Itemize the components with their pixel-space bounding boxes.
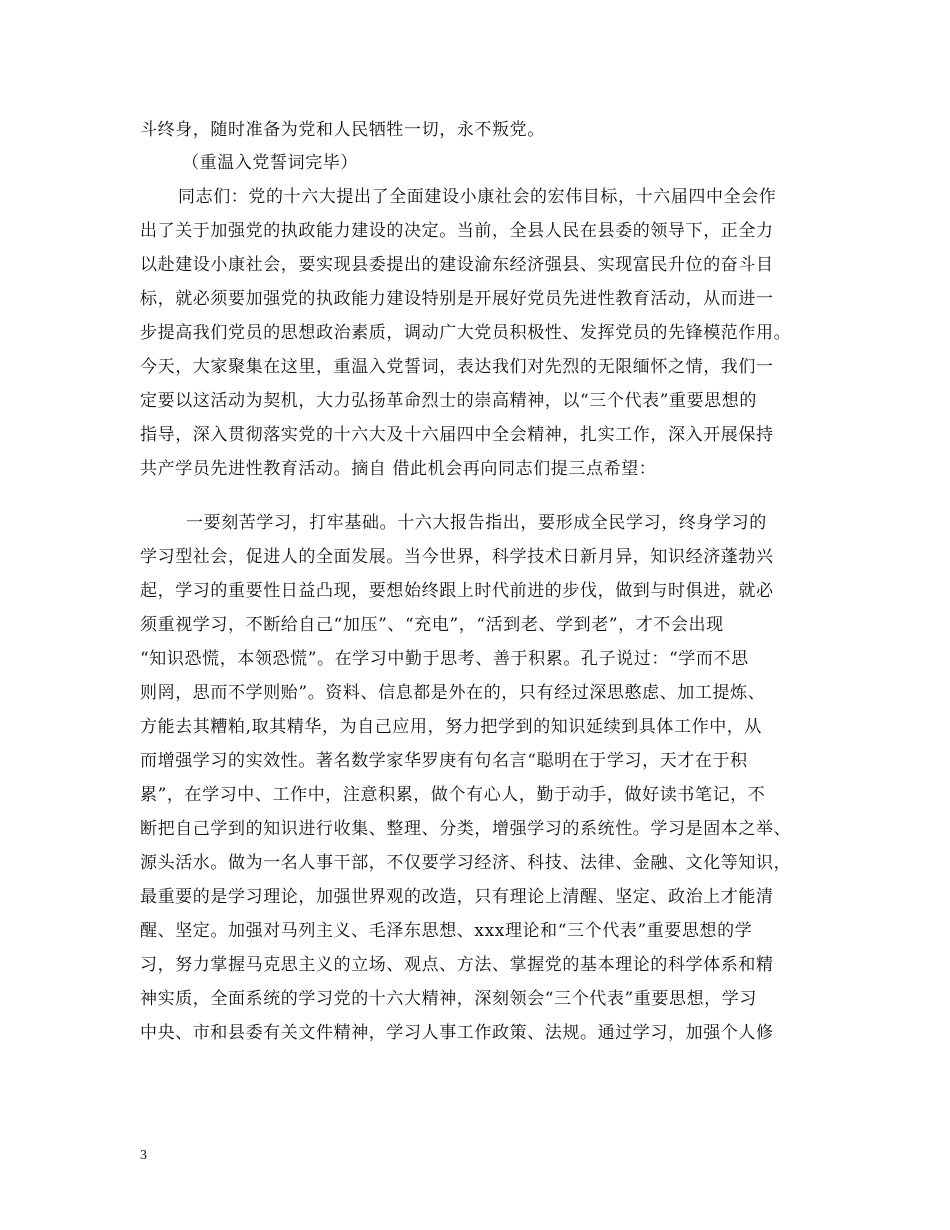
text-line: 方能去其糟粕,取其精华，为自己应用，努力把学到的知识延续到具体工作中，从 — [140, 717, 763, 737]
text-line: 习，努力掌握马克思主义的立场、观点、方法、掌握党的基本理论的科学体系和精 — [140, 955, 774, 975]
text-line: 同志们：党的十六大提出了全面建设小康社会的宏伟目标，十六届四中全会作 — [178, 187, 777, 207]
page-number: 3 — [140, 1148, 147, 1163]
text-line: 最重要的是学习理论，加强世界观的改造，只有理论上清醒、坚定、政治上才能清 — [140, 887, 774, 907]
text-line: 斗终身，随时准备为党和人民牺牲一切，永不叛党。 — [140, 120, 545, 140]
text-line: 出了关于加强党的执政能力建设的决定。当前，全县人民在县委的领导下，正全力 — [140, 221, 774, 241]
text-line: 定要以这活动为契机，大力弘扬革命烈士的崇高精神，以“三个代表”重要思想的 — [140, 391, 757, 411]
text-line: 学习型社会，促进人的全面发展。当今世界，科学技术日新月异，知识经济蓬勃兴 — [140, 547, 774, 567]
text-line: 则罔，思而不学则贻”。资料、信息都是外在的，只有经过深思憨虑、加工提炼、 — [140, 683, 766, 703]
text-line: 源头活水。做为一名人事干部，不仅要学习经济、科技、法律、金融、文化等知识， — [140, 853, 792, 873]
text-line: 断把自己学到的知识进行收集、整理、分类，增强学习的系统性。学习是固本之举、 — [140, 819, 792, 839]
text-line: 标，就必须要加强党的执政能力建设特别是开展好党员先进性教育活动，从而进一 — [140, 289, 774, 309]
text-line: 醒、坚定。加强对马列主义、毛泽东思想、xxx理论和“三个代表”重要思想的学 — [140, 921, 753, 941]
text-line: 以赴建设小康社会，要实现县委提出的建设渝东经济强县、实现富民升位的奋斗目 — [140, 255, 774, 275]
text-line: （重温入党誓词完毕） — [182, 153, 358, 173]
text-line: 累”，在学习中、工作中，注意积累，做个有心人，勤于动手，做好读书笔记，不 — [140, 785, 766, 805]
text-line: 起，学习的重要性日益凸现，要想始终跟上时代前进的步伐，做到与时俱进，就必 — [140, 581, 774, 601]
text-line: “知识恐慌，本领恐慌”。在学习中勤于思考、善于积累。孔子说过：“学而不思 — [140, 649, 749, 669]
text-line: 须重视学习，不断给自己“加压”、“充电”，“活到老、学到老”，才不会出现 — [140, 615, 724, 635]
text-line: 神实质，全面系统的学习党的十六大精神，深刻领会“三个代表”重要思想，学习 — [140, 989, 757, 1009]
text-line: 共产学员先进性教育活动。摘自 借此机会再向同志们提三点希望： — [140, 459, 657, 479]
text-line: 今天，大家聚集在这里，重温入党誓词，表达我们对先烈的无限缅怀之情，我们一 — [140, 357, 774, 377]
text-line: 而增强学习的实效性。著名数学家华罗庚有句名言“聪明在于学习，天才在于积 — [140, 751, 748, 771]
text-line: 指导，深入贯彻落实党的十六大及十六届四中全会精神，扎实工作，深入开展保持 — [140, 425, 774, 445]
text-line: 中央、市和县委有关文件精神，学习人事工作政策、法规。通过学习，加强个人修 — [140, 1023, 774, 1043]
text-line: 步提高我们党员的思想政治素质，调动广大党员积极性、发挥党员的先锋模范作用。 — [140, 323, 792, 343]
text-line: 一要刻苦学习，打牢基础。十六大报告指出，要形成全民学习，终身学习的 — [186, 513, 767, 533]
